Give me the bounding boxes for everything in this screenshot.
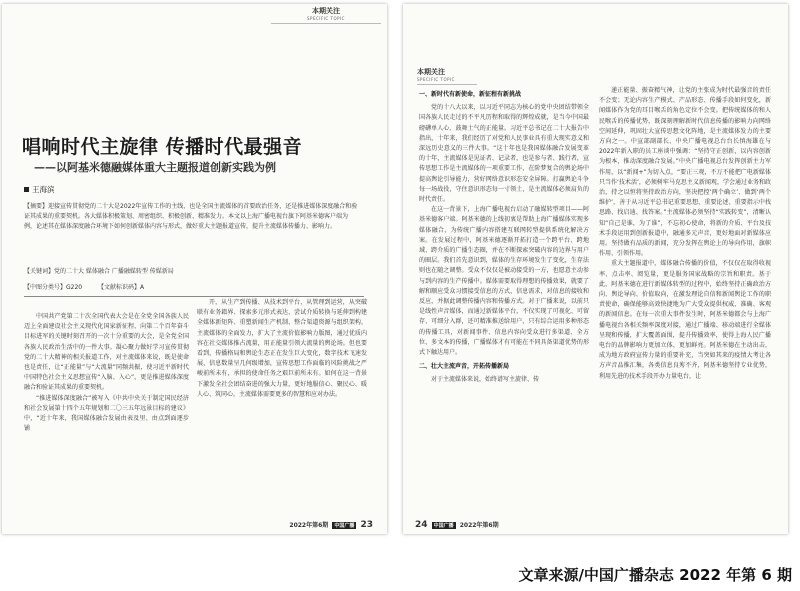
body-column-left bbox=[24, 312, 189, 517]
paragraph: “推进媒体深度融合”被写入《中共中央关于制定国民经济和社会发展第十四个五年规划和二〇三五年远景目标的建议》中，“近十年来，我国媒体融合发展由表及里、由点到面逐步铺 bbox=[24, 394, 189, 433]
paragraph: 递正能量、振奋精气神，让党的主张成为时代最强音的责任不会变；无论内容生产模式、产品形态、传播手段如何变化，新闻媒体作为党的耳目喉舌的角色定位不会变。把传统媒体的和人民喉舌的传播优势，既深刻理解新时代信息传播的影响力向网络空间延伸，巩固壮大宣传思想文化阵地，是主流媒体发力的主要方向之一。中宣部副部长、中央广播电视总台台长慎海雄在与2022年新入职的员工座谈中强调：“坚持守正创新，以内容创新为根本，推动深度融合发展。”中央广播电视总台发挥创新主力军作用，以“新闻+”为切入点，“要正三观，不万不能把广电新媒体只当作‘技术活’，必须树牢马克思主义新闻观，学会通过业务和政治，持之以恒将坚持政治方向，坚决把控‘两个确立’、做到‘两个维护’，善于从习近平总书记重要思想、重要论述、重要指示中找思路、找启迪、找答案。”主流媒体必须坚持“实践转变”，清晰认知“自己是谁，为了谁”，不忘初心使命，将新的介质、平台及技术手段运用到创新报道中，融通多元声音，更好地面对新媒体应用。坚持做有品质的新闻，充分发挥在舆论上的导向作用，旗帜作用、引领作用。 bbox=[599, 87, 771, 258]
issue-label: 2022年第6期 bbox=[459, 522, 499, 529]
paragraph: 在这一背景下，上海广播电视台启动了融媒转型项目——阿基米德客户端。阿基米德的上线初衷是帮助上海广播媒体实现多媒体融合，为传统广播内容搭建互联网转型提供系统化解决方案。在发展过程中，阿基米德逐渐开拓打造一个跨平台、跨地域、跨介质的广播生态圈，并在不断探索突破内容的边界与用户的圈层。我们首先意识到，媒体的生存环境发生了变化，生存法则也在随之调整。受众不仅仅是被动接受的一方，也愿意主动参与到内容的生产传播中。媒体需要取得理想的传播效果，就要了解和顺应受众习惯接受信息的方式，信息需求，对信息的接收和反应，并据此调整传播内容和传播方式。对于广播来说，以前只是线性声音媒体，而通过新媒体平台，不仅实现了可视化、可留存、可细分入群，还可精准推送给用户，只有综合运用多种形态的传播工具，对新闻事件、信息内容向受众进行多渠道、全方位、多文本的传播，广播媒体才有可能在不同具备渠道优势的形式下触达用户。 bbox=[419, 206, 589, 357]
section-header-title: 本期关注 bbox=[312, 7, 340, 15]
paragraph: 重大主题报道中，媒体融合传播的价值，不仅仅在取得收视率、点击率、阅览量，更是服务国家战略的宗旨和职责。基于此，阿基米德在进行新媒体转型的过程中，始终坚持正确政治方向、舆论导向、价值取向，在激发理论自信和新闻舆论工作的职责使命，确保能够高效快捷地为广大受众提供权威、准确、客观的新闻信息。在每一次重大事件发生时，阿基米德都会与上海广播电视台各相关频率深度对接，通过广播端、移动端进行全媒体呈现和传播，扩大覆盖面围，提升传播效率，使得上海人民广播电台的品牌影响力更加立体、更加鲜亮。阿基米德在主动出击，成为地方政府宣传力量的重要补充，当突如其来的疫情大考让各方声音品推汇集，各类信息良莠不齐，阿基米德坚持专业优势，利用先进的技术手段开办力量电台，让 bbox=[599, 260, 771, 380]
section-header bbox=[417, 67, 477, 85]
divider bbox=[24, 296, 364, 297]
page-number: 23 bbox=[360, 520, 373, 530]
document-code: 【文献标识码】A bbox=[98, 284, 145, 291]
section-header bbox=[271, 6, 381, 24]
article-abstract: 【摘要】迎接宣传贯彻党的二十大是2022年宣传工作的主线，也是全国主流媒体的首要政治任务，还是推进媒体深度融合和验证其成果的重要契机。各大媒体积极策划、周密组织、积极创新、精准发力。本文以上海广播电视台旗下阿基米德客户端为例，论述其在媒体深度融合环境下如何创新媒体内容与形式，做好重大主题报道宣传，提升主流媒体传播力、影响力。 bbox=[24, 203, 358, 230]
section-header-title: 本期关注 bbox=[417, 68, 445, 76]
header-rule bbox=[271, 23, 381, 24]
header-rule bbox=[417, 84, 477, 85]
paragraph: 对于主流媒体来说，始终谱写主旋律、传 bbox=[431, 376, 540, 384]
author-line bbox=[24, 184, 55, 195]
paragraph: 中国共产党第二十次全国代表大会是在全党全国各族人民迈上全面建设社会主义现代化国家新征程、向第二个百年奋斗目标进军的关键时刻召开的一次十分重要的大会，是全党全国各族人民政治生活中的一件大事。凝心聚力做好学习宣传贯彻党的二十大精神的相关报道工作，对主流媒体来说，既是使命也是责任，让“正能量”与“大流量”同频共振，使习近平新时代中国特色社会主义思想宣传“入脑、入心”，更是推进媒体深度融合和验证其成果的重要契机。 bbox=[24, 313, 189, 392]
author-square-icon bbox=[24, 187, 29, 192]
section-header-subtitle: SPECIFIC TOPIC bbox=[307, 16, 345, 21]
section-heading: 一、新时代有新使命，新征程有新挑战 bbox=[419, 91, 522, 98]
paragraph: 党的十八大以来，以习近平同志为核心的党中央团结带领全国各族人民走过的不平凡历程和取得的辉煌成就，是当今中国最磅礴单人心、鼓舞士气的正能量。习近平总书记在二十大报告中指出，十年来，我们经历了对党和人民事业具有重大现实意义和深远历史意义的三件大事。“这十年也是我国媒体融合发展变革的十年，主流媒体是见证者、记录者，也是参与者、践行者，宣传思想工作是主流媒体的一项重要工作，在阶梦复合的舆论场中提高舆论引导能力，营好网络意识形态安全屏障。打赢舆论斗争每一场战役，守住意识形态每一寸领土，是主流媒体必须肩负的时代责任。 bbox=[419, 104, 589, 204]
class-number: 【中图分类号】G220 bbox=[24, 284, 83, 291]
magazine-page-23 bbox=[2, 4, 387, 534]
article-keywords: 【关键词】党的二十大 媒体融合 广播融媒转型 传媒新局 bbox=[24, 268, 174, 275]
magazine-logo: 中国广播 bbox=[433, 523, 454, 529]
article-title: 唱响时代主旋律 传播时代最强音 bbox=[22, 136, 303, 158]
classification-line bbox=[24, 282, 359, 291]
magazine-page-24 bbox=[403, 4, 788, 534]
body-column-right bbox=[599, 86, 771, 521]
magazine-logo: 中国广播 bbox=[334, 523, 355, 529]
author-name: 王海滨 bbox=[32, 185, 55, 194]
body-column-right bbox=[197, 298, 367, 516]
issue-label: 2022年第6期 bbox=[289, 522, 329, 529]
page-number: 24 bbox=[415, 520, 428, 530]
paragraph: 开，从生产到传播、从技术到平台、从管理到运营，从突破联有业务籍界、探索多元形式表达、尝试介质转换与延伸到构建全媒体新矩阵、重塑新闻生产机制、整合渠道资源与组织架构，主流媒体的全面发力，扩大了主流价值影响力版图，通过优质内容在社交媒体推占流量，用正能量引领大流量的舆论场。但也要看到，传播格局和舆论生态正在发生巨大变化，数字技术飞速发展，信息数量呈几何级增加，宣传思想工作面临的风险挑战之严峻前所未有，承担的使命任务之艰巨前所未有。如何在这一背景下激发全社会团结奋进的强大力量，更好地服信心、聚民心、暖人心、筑同心，主流媒体需要更多的智慧和应对办法。 bbox=[197, 299, 367, 398]
source-caption: 文章来源/中国广播杂志 2022 年第 6 期 bbox=[518, 566, 792, 584]
section-header-subtitle: SPECIFIC TOPIC bbox=[417, 77, 455, 82]
page-footer bbox=[289, 520, 373, 530]
page-footer bbox=[415, 520, 499, 530]
section-heading: 二、壮大主流声音，开拓传播新局 bbox=[419, 363, 510, 371]
article-subtitle: ——以阿基米德融媒体重大主题报道创新实践为例 bbox=[34, 161, 276, 174]
body-column-left bbox=[419, 86, 589, 521]
